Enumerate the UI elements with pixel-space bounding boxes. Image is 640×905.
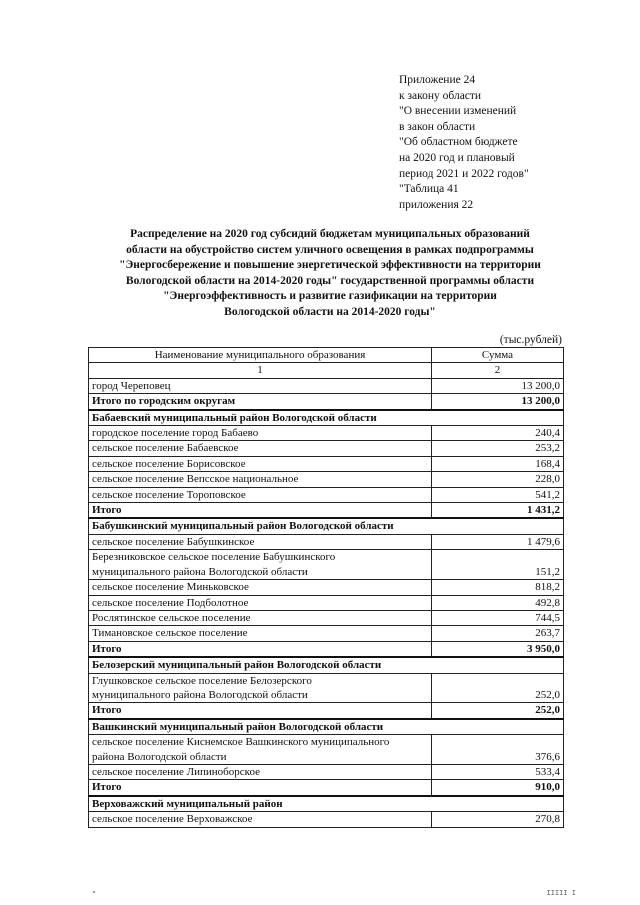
- section-title: Бабаевский муниципальный район Вологодской области: [89, 410, 564, 426]
- row-name: сельское поселение Бабаевское: [89, 441, 432, 456]
- title-line: "Энергосбережение и повышение энергетической эффективности на территории: [119, 259, 541, 272]
- appendix-line: приложения 22: [399, 198, 474, 211]
- row-name: [89, 550, 432, 580]
- table-row: [89, 673, 564, 703]
- section-row: [89, 796, 564, 812]
- section-title: Вашкинский муниципальный район Вологодской области: [89, 719, 564, 735]
- section-title: Верховажский муниципальный район: [89, 796, 564, 812]
- row-name-line: муниципального района Вологодской области: [92, 688, 308, 701]
- section-row: [89, 719, 564, 735]
- row-name-line: муниципального района Вологодской области: [92, 565, 308, 578]
- table-row: [89, 550, 564, 580]
- table-row: [89, 487, 564, 502]
- title-line: области на обустройство систем уличного освещения в рамках подпрограммы: [126, 243, 534, 256]
- table-row: [89, 610, 564, 625]
- row-amount: 818,2: [432, 580, 564, 595]
- row-name: Итого: [89, 703, 432, 719]
- row-name-line: сельское поселение Киснемское Вашкинского муниципального: [92, 736, 390, 749]
- row-name: городское поселение город Бабаево: [89, 426, 432, 441]
- row-name: сельское поселение Липиноборское: [89, 764, 432, 779]
- document-title: [80, 227, 580, 321]
- row-name: сельское поселение Бабушкинское: [89, 534, 432, 549]
- row-name: сельское поселение Верховажское: [89, 812, 432, 827]
- subsidy-table: [88, 347, 564, 828]
- table-row: [89, 764, 564, 779]
- row-amount: 533,4: [432, 764, 564, 779]
- row-amount: 168,4: [432, 456, 564, 471]
- section-row: [89, 657, 564, 673]
- section-title: Белозерский муниципальный район Вологодской области: [89, 657, 564, 673]
- appendix-line: "Таблица 41: [399, 183, 459, 196]
- row-name: Итого: [89, 503, 432, 519]
- appendix-line: "Об областном бюджете: [399, 136, 518, 149]
- header-num-2: 2: [432, 363, 564, 378]
- table-row: [89, 812, 564, 827]
- table-row: [89, 472, 564, 487]
- table-row: [89, 426, 564, 441]
- appendix-line: период 2021 и 2022 годов": [399, 167, 529, 180]
- total-row: [89, 703, 564, 719]
- appendix-header: [399, 73, 529, 213]
- table-body: [89, 378, 564, 827]
- table-header-row: [89, 348, 564, 363]
- row-amount: 263,7: [432, 626, 564, 641]
- row-amount: 3 950,0: [432, 641, 564, 657]
- header-amount: Сумма: [432, 348, 564, 363]
- table-row: [89, 456, 564, 471]
- total-row: [89, 780, 564, 796]
- row-amount: 252,0: [432, 703, 564, 719]
- table-row: [89, 534, 564, 549]
- row-name: Итого: [89, 780, 432, 796]
- row-name: сельское поселение Вепсское национальное: [89, 472, 432, 487]
- scan-dot: [93, 891, 95, 893]
- table-header-num-row: [89, 363, 564, 378]
- appendix-line: на 2020 год и плановый: [399, 151, 515, 164]
- header-num-1: 1: [89, 363, 432, 378]
- row-name-line: Березниковское сельское поселение Бабушкинского: [92, 551, 336, 564]
- row-name-line: района Вологодской области: [92, 750, 227, 763]
- row-amount: 228,0: [432, 472, 564, 487]
- table-row: [89, 626, 564, 641]
- row-amount: 744,5: [432, 610, 564, 625]
- appendix-line: Приложение 24: [399, 74, 476, 86]
- title-line: Вологодской области на 2014-2020 годы": [224, 305, 436, 318]
- row-amount: 492,8: [432, 595, 564, 610]
- row-amount: 910,0: [432, 780, 564, 796]
- row-amount: 13 200,0: [432, 378, 564, 393]
- unit-label: (тыс.рублей): [499, 334, 562, 346]
- section-row: [89, 410, 564, 426]
- row-amount: 253,2: [432, 441, 564, 456]
- row-amount: 1 431,2: [432, 503, 564, 519]
- appendix-line: в закон области: [399, 120, 476, 133]
- row-name-line: Глушковское сельское поселение Белозерского: [92, 674, 312, 687]
- row-amount: 1 479,6: [432, 534, 564, 549]
- row-amount: 151,2: [432, 550, 564, 580]
- header-name: Наименование муниципального образования: [89, 348, 432, 363]
- row-name: город Череповец: [89, 378, 432, 393]
- row-amount: 270,8: [432, 812, 564, 827]
- row-name: сельское поселение Тороповское: [89, 487, 432, 502]
- row-amount: 252,0: [432, 673, 564, 703]
- row-name: сельское поселение Подболотное: [89, 595, 432, 610]
- footer-mark: IIIII I: [546, 889, 576, 897]
- title-line: Вологодской области на 2014-2020 годы" государственной программы области: [125, 274, 535, 287]
- row-name: Итого по городским округам: [89, 394, 432, 410]
- row-name: сельское поселение Борисовское: [89, 456, 432, 471]
- table-row: [89, 735, 564, 765]
- total-row: [89, 394, 564, 410]
- row-name: [89, 673, 432, 703]
- row-amount: 376,6: [432, 735, 564, 765]
- row-amount: 240,4: [432, 426, 564, 441]
- title-line: Распределение на 2020 год субсидий бюджетам муниципальных образований: [130, 228, 530, 240]
- row-name: сельское поселение Миньковское: [89, 580, 432, 595]
- section-row: [89, 518, 564, 534]
- row-name: [89, 735, 432, 765]
- row-name: Итого: [89, 641, 432, 657]
- row-name: Тимановское сельское поселение: [89, 626, 432, 641]
- table-row: [89, 595, 564, 610]
- table-row: [89, 580, 564, 595]
- row-amount: 13 200,0: [432, 394, 564, 410]
- row-amount: 541,2: [432, 487, 564, 502]
- table-row: [89, 378, 564, 393]
- table-row: [89, 441, 564, 456]
- total-row: [89, 503, 564, 519]
- row-name: Рослятинское сельское поселение: [89, 610, 432, 625]
- title-line: "Энергоэффективность и развитие газификации на территории: [163, 290, 497, 303]
- section-title: Бабушкинский муниципальный район Вологодской области: [89, 518, 564, 534]
- appendix-line: "О внесении изменений: [399, 105, 517, 118]
- total-row: [89, 641, 564, 657]
- appendix-line: к закону области: [399, 89, 482, 102]
